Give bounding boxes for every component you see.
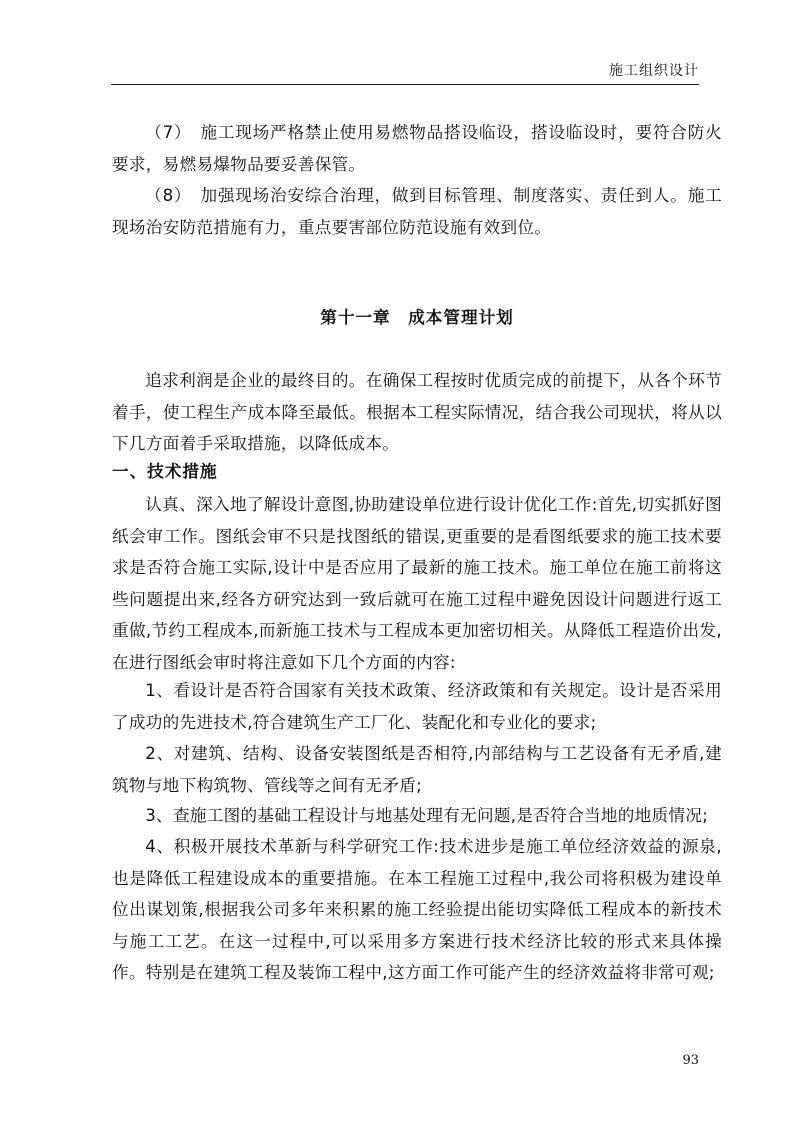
paragraph-item-8: （8） 加强现场治安综合治理，做到目标管理、制度落实、责任到人。施工现场治安防范措施有力，重点要害部位防范设施有效到位。 (112, 186, 722, 237)
body-paragraph-2: 1、看设计是否符合国家有关技术政策、经济政策和有关规定。设计是否采用了成功的先进技术,符合建筑生产工厂化、装配化和专业化的要求; (112, 681, 722, 732)
header-rule (111, 84, 699, 85)
paragraph-item-7: （7） 施工现场严格禁止使用易燃物品搭设临设，搭设临设时，要符合防火要求，易燃易爆物品要妥善保管。 (112, 123, 722, 174)
intro-paragraph: 追求利润是企业的最终目的。在确保工程按时优质完成的前提下，从各个环节着手，使工程生产成本降至最低。根据本工程实际情况，结合我公司现状，将从以下几方面着手采取措施，以降低成本。 (112, 371, 722, 453)
section-title: 一、技术措施 (112, 462, 218, 481)
body-paragraph-3: 2、对建筑、结构、设备安装图纸是否相符,内部结构与工艺设备有无矛盾,建筑物与地下构筑物、管线等之间有无矛盾; (112, 744, 722, 795)
body-paragraph-4: 3、查施工图的基础工程设计与地基处理有无问题,是否符合当地的地质情况; (145, 806, 709, 825)
header-title: 施工组织设计 (609, 63, 699, 79)
body-paragraph-1: 认真、深入地了解设计意图,协助建设单位进行设计优化工作:首先,切实抓好图纸会审工作。图纸会审不只是找图纸的错误,更重要的是看图纸要求的施工技术要求是否符合施工实际,设计中是否应用了最新的施工技术。施工单位在施工前将这些问题提出来,经各方研究达到一致后就可在施工过程中避免因设计问题进行返工重做,节约工程成本,而新施工技术与工程成本更加密切相关。从降低工程造价出发,在进行图纸会审时将注意如下几个方面的内容: (112, 495, 722, 672)
body-paragraph-5: 4、积极开展技术革新与科学研究工作:技术进步是施工单位经济效益的源泉,也是降低工程建设成本的重要措施。在本工程施工过程中,我公司将积极为建设单位出谋划策,根据我公司多年来积累的施工经验提出能切实降低工程成本的新技术与施工工艺。在这一过程中,可以采用多方案进行技术经济比较的形式来具体操作。特别是在建筑工程及装饰工程中,这方面工作可能产生的经济效益将非常可观; (112, 837, 722, 982)
page-number: 93 (682, 1053, 699, 1068)
chapter-title: 第十一章 成本管理计划 (320, 308, 514, 327)
